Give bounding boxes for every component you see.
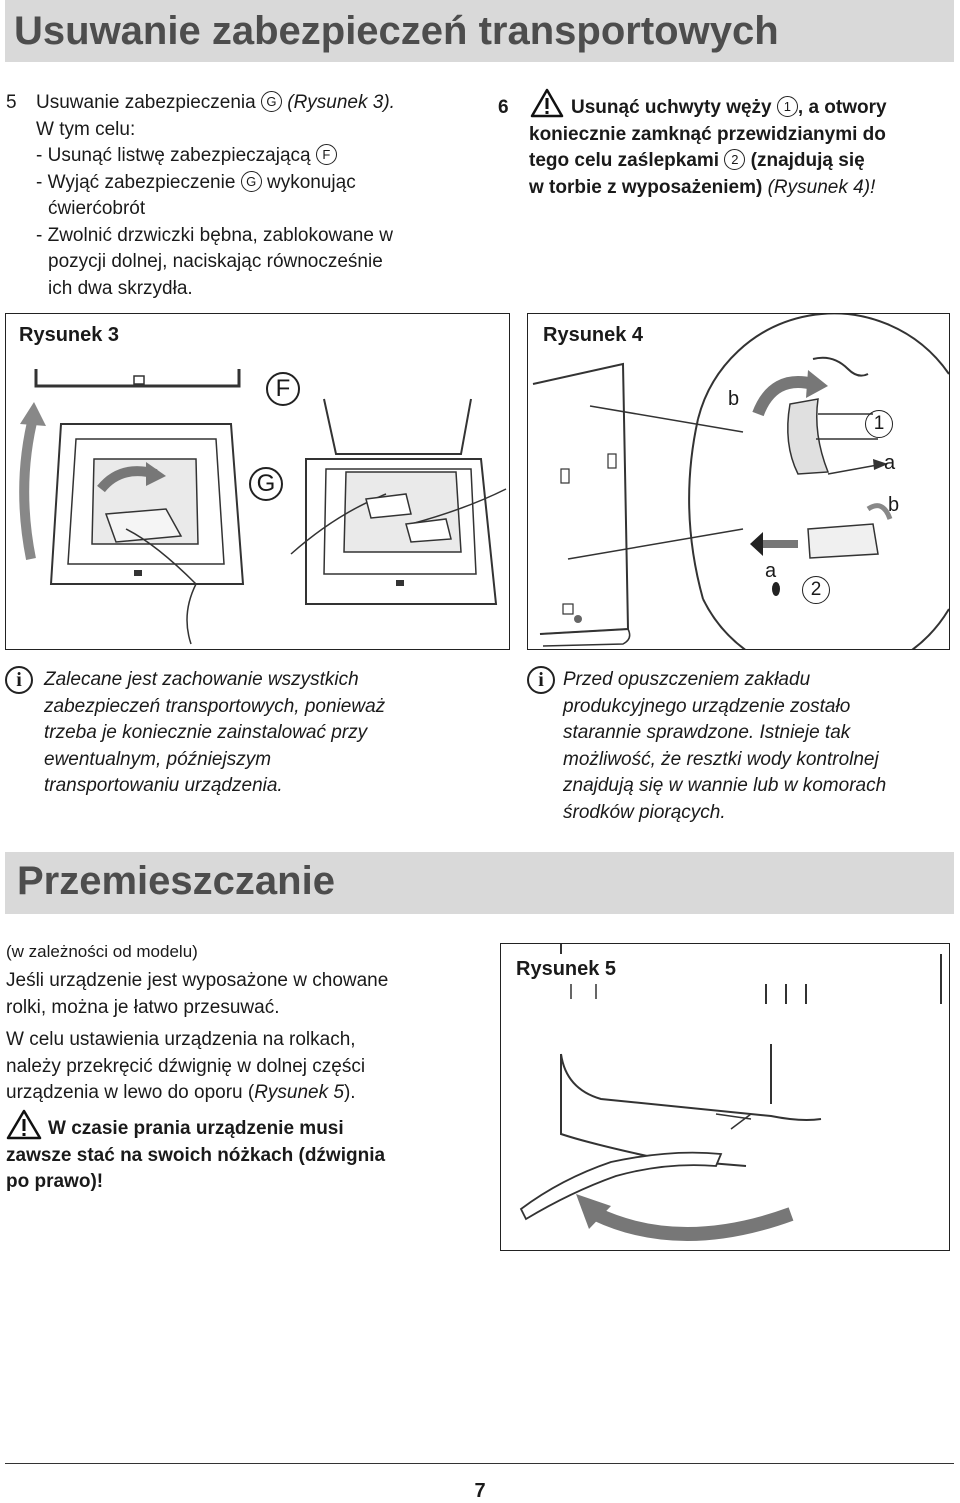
figure-5-caption: Rysunek 5 [516,958,617,980]
section-title: Przemieszczanie [17,859,335,903]
moving-p2ref: Rysunek 5 [254,1082,344,1103]
step-5-item1: - Usunąć listwę zabezpieczającą [36,145,311,166]
figure-4-label-b-top: b [728,388,740,410]
figure-4-label-1: 1 [865,410,893,438]
figure-3-label-f: F [266,372,300,406]
moving-warn3: po prawo)! [6,1171,104,1192]
figure-3-label-g: G [249,467,283,501]
marker-f: F [316,144,337,165]
figure-4-drawing [528,314,949,649]
section-title-band [5,0,954,62]
section-title: Usuwanie zabezpieczeń transportowych [14,9,779,53]
step-5-item3b: pozycji dolnej, naciskając równocześnie [48,251,383,272]
figure-3-caption: Rysunek 3 [19,324,120,346]
moving-warning [6,1116,486,1196]
moving-text [6,968,486,1107]
moving-p2c: urządzenia w lewo do oporu ( [6,1082,255,1103]
info-left-line: transportowaniu urządzenia. [44,775,283,796]
step-6-number: 6 [498,97,509,118]
info-left-line: Zalecane jest zachowanie wszystkich [44,669,359,690]
moving-p2b: należy przekręcić dźwignię w dolnej części [6,1055,366,1077]
step-6-ref: (Rysunek 4)! [767,176,876,198]
step-5-item2a: - Wyjąć zabezpieczenie [36,171,236,193]
moving-p1b: rolki, można je łatwo przesuwać. [6,996,280,1018]
moving-p1a: Jeśli urządzenie jest wyposażone w chowane [6,970,389,991]
info-left-line: zabezpieczeń transportowych, ponieważ [44,695,386,717]
moving-warn2: zawsze stać na swoich nóżkach (dźwignia [6,1144,386,1166]
info-left-line: ewentualnym, późniejszym [44,748,272,770]
info-right-line: starannie sprawdzone. Istnieje tak [563,722,851,743]
info-left-line: trzeba je koniecznie zainstalować przy [44,722,368,743]
moving-p2a: W celu ustawienia urządzenia na rolkach, [6,1029,356,1050]
step-6-line1b: , a otwory [797,97,887,118]
info-right-line: możliwość, że resztki wody kontrolnej [563,748,879,770]
step-6-line3b: (znajdują się [750,150,865,171]
figure-4 [527,313,950,650]
step-5-item3c: ich dwa skrzydła. [48,277,193,299]
page-number: 7 [474,1480,486,1502]
figure-4-label-b-bottom: b [888,494,900,516]
moving-warn1: W czasie prania urządzenie musi [48,1118,344,1139]
footer-rule [5,1463,954,1464]
step-5-item3a: - Zwolnić drzwiczki bębna, zablokowane w [36,224,393,246]
info-icon: i [5,666,33,694]
info-note-left [44,667,484,800]
step-6-line3a: tego celu zaślepkami [529,150,720,171]
marker-g-2: G [241,171,262,192]
section-title-band [5,852,954,914]
marker-1: 1 [777,96,798,117]
info-right-line: Przed opuszczeniem zakładu [563,669,811,690]
step-6-line4: w torbie z wyposażeniem) [529,176,763,198]
step-5-item2b: wykonując [266,171,356,193]
step-6-text [529,95,949,201]
moving-p2end: ). [343,1082,356,1103]
info-note-right [563,667,953,826]
step-6-line2: koniecznie zamknąć przewidzianymi do [529,123,886,145]
step-5-ref: (Rysunek 3). [287,92,395,113]
model-note: (w zależności od modelu) [6,942,198,961]
step-5-line2: W tym celu: [36,118,136,140]
figure-4-label-2: 2 [802,576,830,604]
figure-4-label-a-bottom: a [765,560,777,582]
step-5-intro: Usuwanie zabezpieczenia [36,92,256,113]
marker-g: G [261,91,282,112]
marker-2: 2 [724,149,745,170]
info-icon: i [527,666,555,694]
figure-4-caption: Rysunek 4 [543,324,644,346]
step-5-text [36,90,476,302]
step-6-line1a: Usunąć uchwyty węży [571,97,772,118]
info-right-line: znajdują się w wannie lub w komorach [563,775,887,796]
figure-5-drawing [501,944,949,1250]
figure-3 [5,313,510,650]
figure-4-label-a-top: a [884,452,896,474]
figure-5 [500,943,950,1251]
step-5-number: 5 [6,92,17,113]
step-5-item2c: ćwierćobrót [48,198,146,219]
info-right-line: produkcyjnego urządzenie zostało [563,695,851,717]
info-right-line: środków piorących. [563,801,726,823]
